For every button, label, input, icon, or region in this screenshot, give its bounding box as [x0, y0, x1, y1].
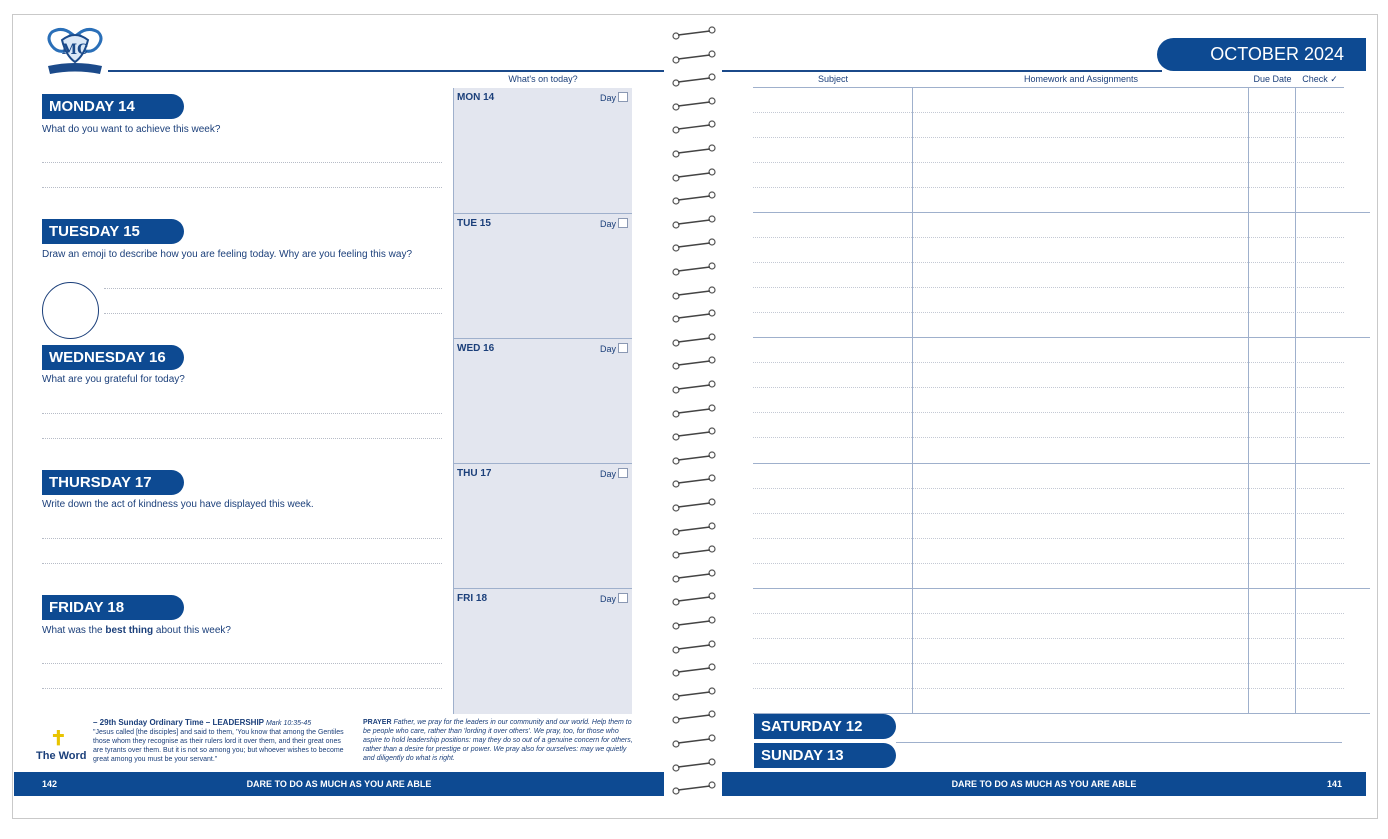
footer-motto: DARE TO DO AS MUCH AS YOU ARE ABLE — [951, 779, 1137, 789]
day-checkbox-label: Day — [599, 219, 616, 229]
writing-line[interactable] — [753, 513, 1344, 514]
page-number: 141 — [1326, 779, 1342, 789]
day-header-monday: MONDAY 14 — [42, 94, 184, 119]
prompt-text: What was the — [42, 625, 106, 636]
prompt-text: about this week? — [153, 625, 231, 636]
footer-motto: DARE TO DO AS MUCH AS YOU ARE ABLE — [246, 779, 432, 789]
writing-line[interactable] — [753, 638, 1344, 639]
day-prompt: Draw an emoji to describe how you are feeling today. Why are you feeling this way? — [42, 249, 413, 260]
today-cell-day: FRI 18 — [457, 593, 488, 604]
writing-line[interactable] — [753, 437, 1344, 438]
grid-rule — [753, 87, 1344, 88]
grid-rule — [753, 212, 1370, 213]
writing-line[interactable] — [753, 112, 1344, 113]
grid-column-divider — [1248, 87, 1249, 713]
writing-line[interactable] — [753, 563, 1344, 564]
column-header-homework: Homework and Assignments — [1023, 74, 1139, 84]
writing-line[interactable] — [753, 412, 1344, 413]
writing-line[interactable] — [753, 488, 1344, 489]
day-header-sunday: SUNDAY 13 — [754, 743, 896, 768]
the-word-label: The Word — [36, 750, 87, 762]
scripture-lead: – 29th Sunday Ordinary Time – LEADERSHIP — [93, 718, 265, 727]
writing-line[interactable] — [753, 688, 1344, 689]
today-cell-day: WED 16 — [457, 343, 495, 354]
writing-line[interactable] — [753, 237, 1344, 238]
writing-line[interactable] — [753, 287, 1344, 288]
grid-rule — [753, 463, 1370, 464]
day-checkbox-label: Day — [599, 93, 616, 103]
day-header-wednesday: WEDNESDAY 16 — [42, 345, 184, 370]
cross-icon: ✝ — [50, 728, 67, 750]
day-header-tuesday: TUESDAY 15 — [42, 219, 184, 244]
column-header-check: Check ✓ — [1302, 74, 1338, 84]
day-header-saturday: SATURDAY 12 — [754, 714, 896, 739]
grid-rule — [753, 337, 1370, 338]
grid-rule — [753, 588, 1370, 589]
writing-line[interactable] — [753, 613, 1344, 614]
month-title: OCTOBER 2024 — [1157, 38, 1366, 71]
day-prompt: What are you grateful for today? — [42, 374, 185, 385]
writing-line[interactable] — [753, 262, 1344, 263]
today-cell-day: MON 14 — [457, 92, 495, 103]
writing-line[interactable] — [896, 742, 1342, 743]
column-header-due-date: Due Date — [1253, 74, 1292, 84]
writing-line[interactable] — [753, 137, 1344, 138]
whats-on-label: What's on today? — [508, 74, 578, 84]
day-header-friday: FRIDAY 18 — [42, 595, 184, 620]
writing-line[interactable] — [753, 538, 1344, 539]
header-rule — [722, 70, 1162, 72]
writing-line[interactable] — [753, 312, 1344, 313]
grid-column-divider — [1295, 87, 1296, 713]
today-cell-day: TUE 15 — [457, 218, 491, 229]
writing-line[interactable] — [753, 162, 1344, 163]
scripture-ref: Mark 10:35-45 — [265, 720, 312, 727]
day-prompt: Write down the act of kindness you have displayed this week. — [42, 499, 314, 510]
prayer-label: PRAYER — [363, 719, 392, 726]
day-header-thursday: THURSDAY 17 — [42, 470, 184, 495]
writing-line[interactable] — [753, 387, 1344, 388]
prayer-text: Father, we pray for the leaders in our community and our world. Help them to be people who care, rather than 'lording it over others'. We pray, too, for those who aspire to hold leadership positions: may they do so out of a genuine concern for others, rather than a desire for prestige or power. We pray also for ourselves: may we quietly and diligently do what is right. — [363, 719, 633, 762]
column-header-subject: Subject — [817, 74, 849, 84]
writing-line[interactable] — [753, 187, 1344, 188]
footer-bar — [722, 772, 1366, 796]
grid-column-divider — [912, 87, 913, 713]
today-cell-day: THU 17 — [457, 468, 492, 479]
day-prompt: What do you want to achieve this week? — [42, 124, 221, 135]
day-checkbox-label: Day — [599, 469, 616, 479]
page-number: 142 — [42, 779, 58, 789]
day-checkbox-label: Day — [599, 594, 616, 604]
scripture-text: "Jesus called [the disciples] and said to them, 'You know that among the Gentiles those whom they recognise as their rulers lord it over them, and their great ones are tyrants over them. But it is not so among you; but whoever wishes to become great among you must be your servant." — [93, 729, 344, 763]
svg-text:MC: MC — [61, 42, 89, 58]
day-checkbox-label: Day — [599, 344, 616, 354]
writing-line[interactable] — [753, 663, 1344, 664]
prompt-emphasis: best thing — [105, 625, 154, 636]
writing-line[interactable] — [753, 362, 1344, 363]
